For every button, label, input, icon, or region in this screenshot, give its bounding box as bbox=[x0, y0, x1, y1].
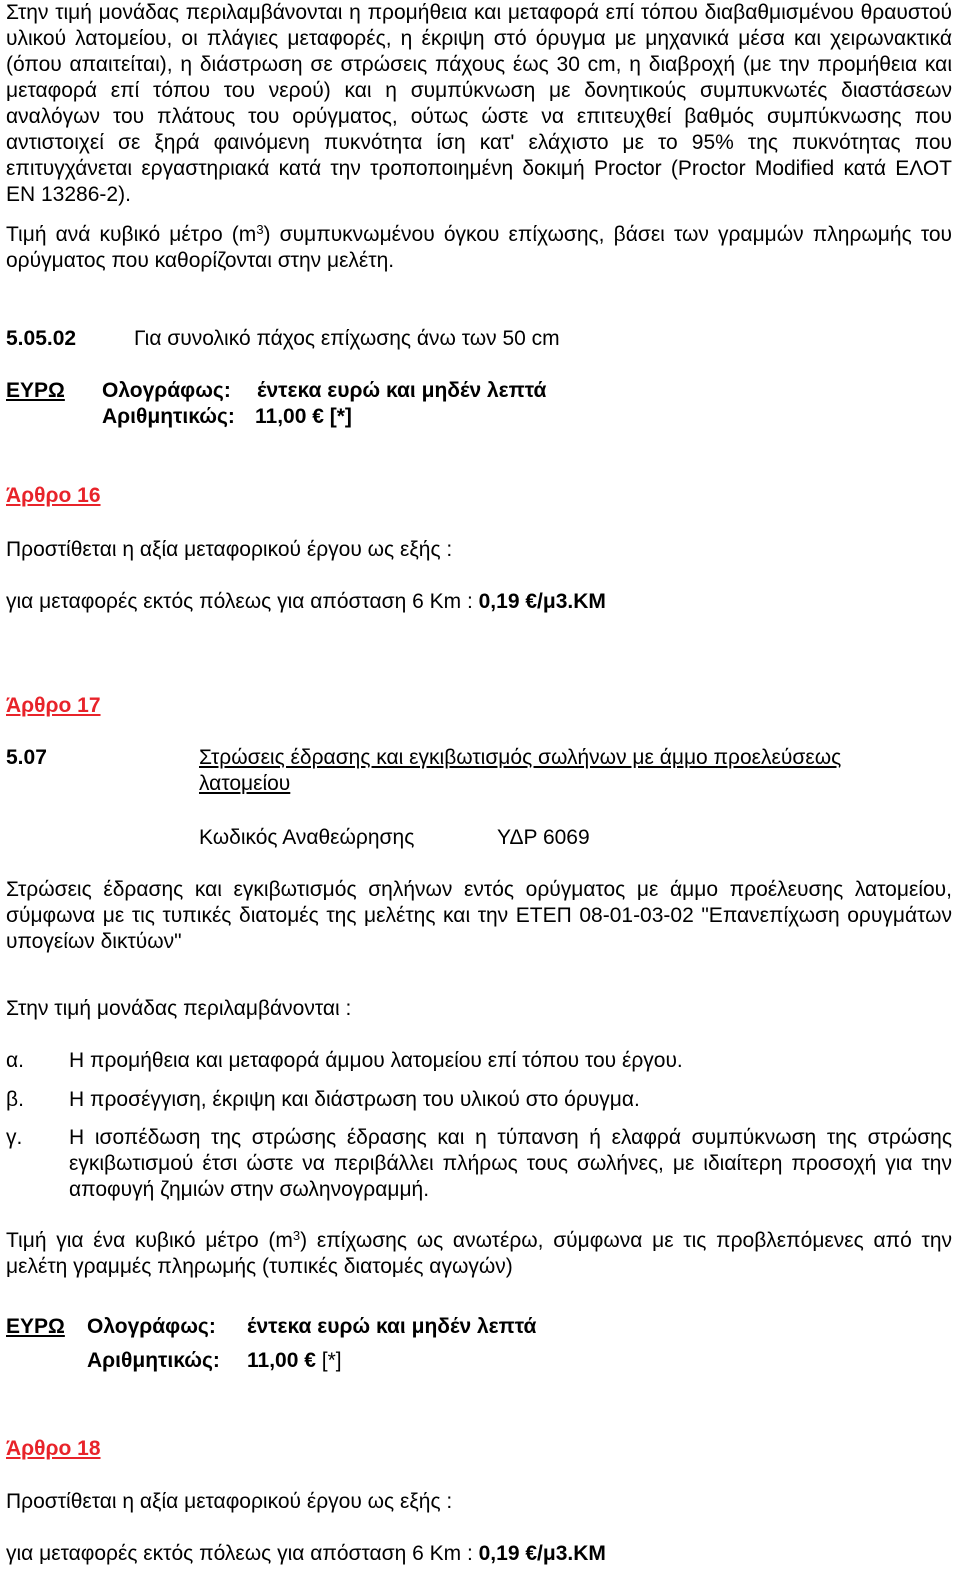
price-text-end: ) συμπυκνωμένου όγκου επίχωσης, βάσει των γραμμών πληρωμής του ορύγματος που καθορίζονται στην μελέτη. bbox=[6, 223, 952, 272]
words-label: Ολογράφως: bbox=[87, 1315, 216, 1338]
price-paragraph bbox=[6, 222, 952, 274]
numeric-value: 11,00 € [*] bbox=[255, 405, 352, 428]
intro-paragraph: Στην τιμή μονάδας περιλαμβάνονται η προμήθεια και μεταφορά επί τόπου διαβαθμισμένου θραυστού υλικού λατομείου, οι πλάγιες μεταφορές, η έκριψη στό όρυγμα με μηχανικά μέσα και χειρωνακτικά (όπου απαιτείται), η διάστρωση σε στρώσεις πάχους έως 30 cm, η διαβροχή (με την προμήθεια και μεταφορά επί τόπου του νερού) και η συμπύκνωση με δονητικούς συμπυκνωτές διαστάσεων αναλόγων του πλάτους του ορύγματος, ούτως ώστε να επιτευχθεί βαθμός συμπύκνωσης που αντιστοιχεί σε ξηρά φαινόμενη πυκνότητα ίση κατ' ελάχιστο με το 95% της πυκνότητας που επιτυγχάνεται εργαστηριακά κατά την τροποποιημένη δοκιμή Proctor (Proctor Modified κατά ΕΛΟΤ ΕΝ 13286-2). bbox=[6, 1, 952, 206]
numeric-label: Αριθμητικώς: bbox=[87, 1349, 220, 1372]
item-code: 5.07 bbox=[6, 746, 47, 769]
price-paragraph bbox=[6, 1228, 952, 1280]
euro-label: ΕΥΡΩ bbox=[6, 1315, 65, 1338]
list-marker: β. bbox=[6, 1088, 24, 1111]
numeric-value bbox=[247, 1348, 342, 1374]
item-code: 5.05.02 bbox=[6, 327, 77, 350]
numeric-amount: 11,00 € bbox=[247, 1349, 316, 1372]
transport-text: για μεταφορές εκτός πόλεως για απόσταση 6 Km : bbox=[6, 1542, 479, 1565]
transport-value: 0,19 €/μ3.ΚΜ bbox=[478, 1542, 606, 1565]
article-18-heading: Άρθρο 18 bbox=[6, 1437, 101, 1460]
list-text: Η προμήθεια και μεταφορά άμμου λατομείου επί τόπου του έργου. bbox=[69, 1049, 683, 1072]
item-title: Για συνολικό πάχος επίχωσης άνω των 50 cm bbox=[134, 327, 560, 350]
numeric-note: [*] bbox=[315, 1349, 342, 1372]
words-label: Ολογράφως: bbox=[102, 379, 231, 402]
cubic-superscript: 3 bbox=[256, 222, 264, 237]
price-text-start: Τιμή για ένα κυβικό μέτρο (m bbox=[6, 1229, 293, 1252]
item-title: Στρώσεις έδρασης και εγκιβωτισμός σωλήνων με άμμο προελεύσεως λατομείου bbox=[199, 746, 842, 795]
description-paragraph: Στρώσεις έδρασης και εγκιβωτισμός σηλήνων εντός ορύγματος με άμμο προέλευσης λατομείου, σύμφωνα με τις τυπικές διατομές της μελέτης και την ΕΤΕΠ 08-01-03-02 "Επανεπίχωση ορυγμάτων υπογείων δικτύων" bbox=[6, 878, 952, 953]
list-item bbox=[6, 1048, 952, 1074]
transport-line bbox=[6, 1541, 606, 1567]
transport-text: για μεταφορές εκτός πόλεως για απόσταση 6 Km : bbox=[6, 590, 479, 613]
list-text: Η προσέγγιση, έκριψη και διάστρωση του υλικού στο όρυγμα. bbox=[69, 1088, 640, 1111]
words-value: έντεκα ευρώ και μηδέν λεπτά bbox=[247, 1315, 537, 1338]
list-item bbox=[6, 1087, 952, 1113]
words-value: έντεκα ευρώ και μηδέν λεπτά bbox=[257, 379, 547, 402]
added-value-text: Προστίθεται η αξία μεταφορικού έργου ως εξής : bbox=[6, 538, 453, 561]
revision-label: Κωδικός Αναθεώρησης bbox=[199, 826, 415, 849]
revision-code: ΥΔΡ 6069 bbox=[497, 826, 590, 849]
list-item bbox=[6, 1125, 952, 1203]
article-16-heading: Άρθρο 16 bbox=[6, 484, 101, 507]
numeric-label: Αριθμητικώς: bbox=[102, 405, 235, 428]
list-text: Η ισοπέδωση της στρώσης έδρασης και η τύπανση ή ελαφρά συμπύκνωση της στρώσης εγκιβωτισμού έτσι ώστε να περιβάλλει πλήρως τους σωλήνες, με ιδιαίτερη προσοχή για την αποφυγή ζημιών στην σωληνογραμμή. bbox=[69, 1126, 952, 1201]
transport-line bbox=[6, 589, 606, 615]
includes-intro: Στην τιμή μονάδας περιλαμβάνονται : bbox=[6, 997, 352, 1020]
article-17-heading: Άρθρο 17 bbox=[6, 694, 101, 717]
list-marker: α. bbox=[6, 1049, 24, 1072]
added-value-text: Προστίθεται η αξία μεταφορικού έργου ως εξής : bbox=[6, 1490, 453, 1513]
cubic-superscript: 3 bbox=[292, 1228, 301, 1243]
euro-label: ΕΥΡΩ bbox=[6, 379, 65, 402]
list-marker: γ. bbox=[6, 1126, 23, 1149]
price-text-start: Τιμή ανά κυβικό μέτρο (m bbox=[6, 223, 257, 246]
price-text-end: ) επίχωσης ως ανωτέρω, σύμφωνα με τις προβλεπόμενες από την μελέτη γραμμές πληρωμής (τυπικές διατομές αγωγών) bbox=[6, 1229, 952, 1278]
transport-value: 0,19 €/μ3.ΚΜ bbox=[478, 590, 606, 613]
